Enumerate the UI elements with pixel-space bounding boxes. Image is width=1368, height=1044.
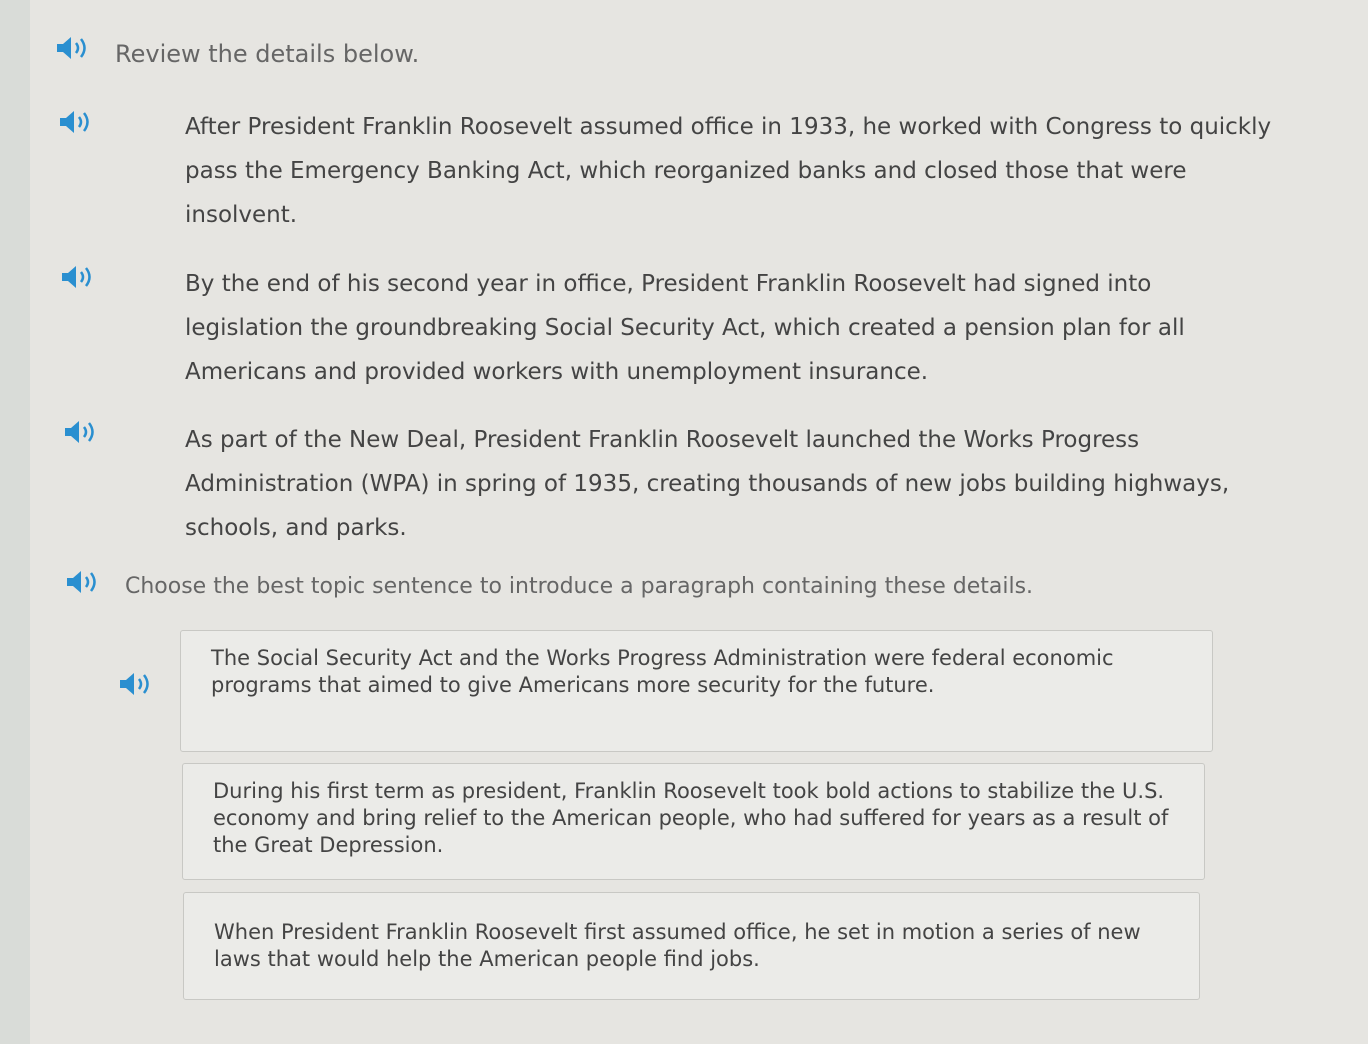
left-margin [0, 0, 30, 1044]
detail-2: By the end of his second year in office, President Franklin Roosevelt had signed into legislation the groundbreaking Social Security Act, which created a pension plan for all Americans and provided workers with unemployment insurance. [185, 271, 1185, 385]
intro-text: Review the details below. [115, 40, 420, 68]
speaker-icon[interactable] [55, 36, 101, 60]
speaker-icon[interactable] [118, 672, 164, 696]
answer-option-3[interactable]: When President Franklin Roosevelt first assumed office, he set in motion a series of new laws that would help the American people find jobs. [183, 892, 1200, 1000]
answer-option-2[interactable]: During his first term as president, Franklin Roosevelt took bold actions to stabilize the U.S. economy and bring relief to the American people, who had suffered for years as a result of the Great Depression. [182, 763, 1205, 880]
speaker-icon[interactable] [58, 110, 104, 134]
speaker-icon[interactable] [60, 265, 106, 289]
detail-3: As part of the New Deal, President Franklin Roosevelt launched the Works Progress Administration (WPA) in spring of 1935, creating thousands of new jobs building highways, schools, and parks. [185, 427, 1230, 541]
question-prompt: Choose the best topic sentence to introduce a paragraph containing these details. [125, 574, 1034, 599]
speaker-icon[interactable] [65, 570, 111, 594]
detail-1: After President Franklin Roosevelt assumed office in 1933, he worked with Congress to quickly pass the Emergency Banking Act, which reorganized banks and closed those that were insolvent. [185, 114, 1272, 228]
speaker-icon[interactable] [63, 420, 109, 444]
answer-option-1[interactable]: The Social Security Act and the Works Progress Administration were federal economic programs that aimed to give Americans more security for the future. [180, 630, 1213, 752]
